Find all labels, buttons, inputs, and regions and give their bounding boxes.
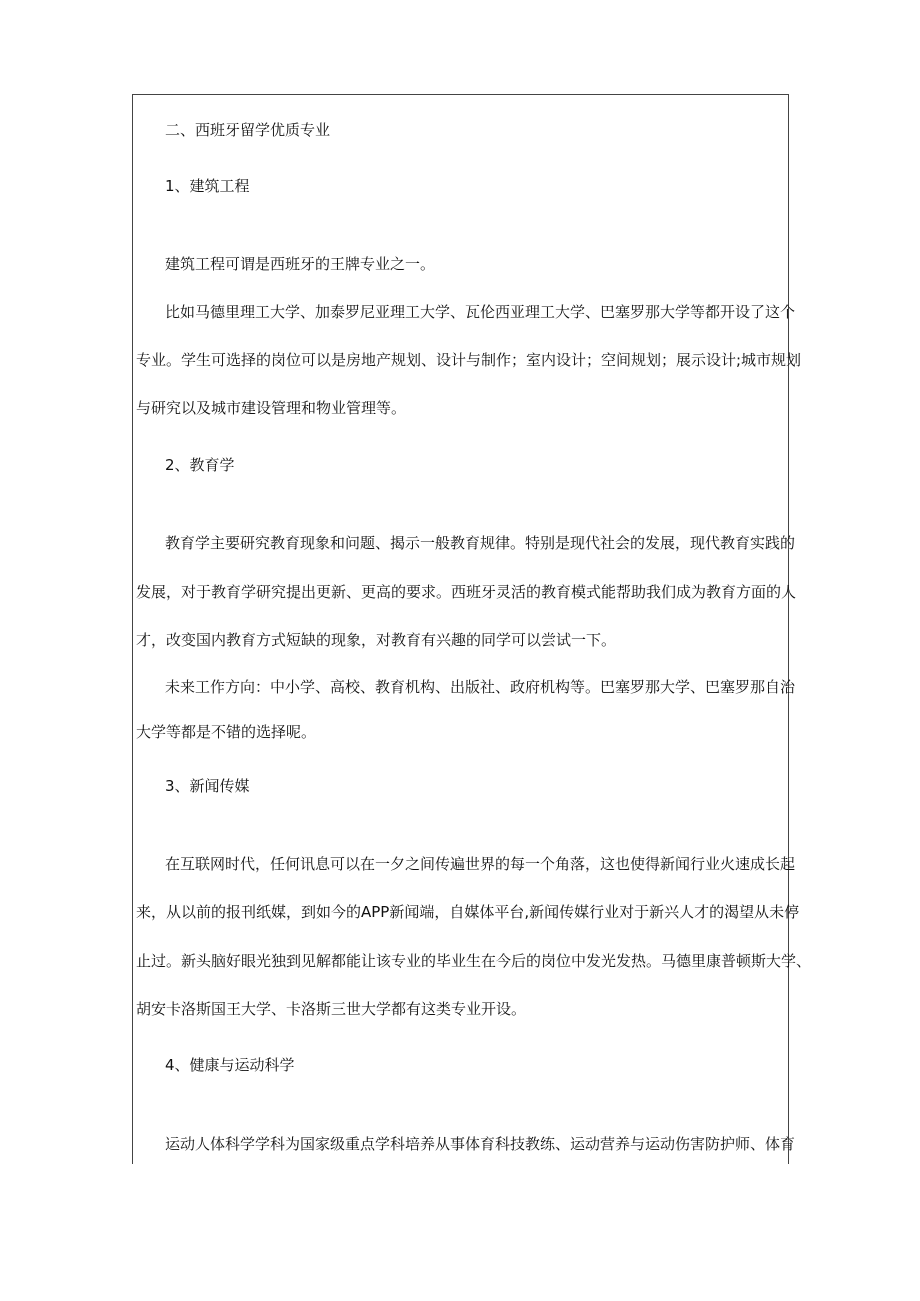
major-heading-sports-science: 4、健康与运动科学 [165, 1056, 295, 1074]
paragraph-line: 在互联网时代，任何讯息可以在一夕之间传遍世界的每一个角落，这也使得新闻行业火速成长起 [165, 855, 796, 873]
paragraph-line: 止过。新头脑好眼光独到见解都能让该专业的毕业生在今后的岗位中发光发热。马德里康普顿斯大学、 [136, 952, 812, 970]
paragraph-line: 专业。学生可选择的岗位可以是房地产规划、设计与制作；室内设计；空间规划；展示设计;城市规划 [136, 351, 802, 369]
paragraph-line: 大学等都是不错的选择呢。 [136, 723, 317, 741]
major-heading-architecture: 1、建筑工程 [165, 177, 250, 195]
major-heading-journalism: 3、新闻传媒 [165, 777, 250, 795]
paragraph-line: 比如马德里理工大学、加泰罗尼亚理工大学、瓦伦西亚理工大学、巴塞罗那大学等都开设了这个 [165, 303, 796, 321]
paragraph-line: 未来工作方向：中小学、高校、教育机构、出版社、政府机构等。巴塞罗那大学、巴塞罗那自治 [165, 678, 796, 696]
paragraph-line: 胡安卡洛斯国王大学、卡洛斯三世大学都有这类专业开设。 [136, 1000, 527, 1018]
paragraph-line: 才，改变国内教育方式短缺的现象，对教育有兴趣的同学可以尝试一下。 [136, 631, 617, 649]
paragraph-line: 运动人体科学学科为国家级重点学科培养从事体育科技教练、运动营养与运动伤害防护师、体育 [165, 1135, 796, 1153]
paragraph-line: 教育学主要研究教育现象和问题、揭示一般教育规律。特别是现代社会的发展，现代教育实践的 [165, 534, 796, 552]
major-heading-education: 2、教育学 [165, 456, 235, 474]
paragraph-line: 与研究以及城市建设管理和物业管理等。 [136, 399, 407, 417]
section-heading: 二、西班牙留学优质专业 [165, 121, 331, 139]
paragraph-line: 发展，对于教育学研究提出更新、更高的要求。西班牙灵活的教育模式能帮助我们成为教育方面的人 [136, 583, 797, 601]
major-intro-architecture: 建筑工程可谓是西班牙的王牌专业之一。 [165, 255, 436, 273]
paragraph-line: 来，从以前的报刊纸媒，到如今的APP新闻端，自媒体平台,新闻传媒行业对于新兴人才的渴望从未停 [136, 903, 800, 921]
